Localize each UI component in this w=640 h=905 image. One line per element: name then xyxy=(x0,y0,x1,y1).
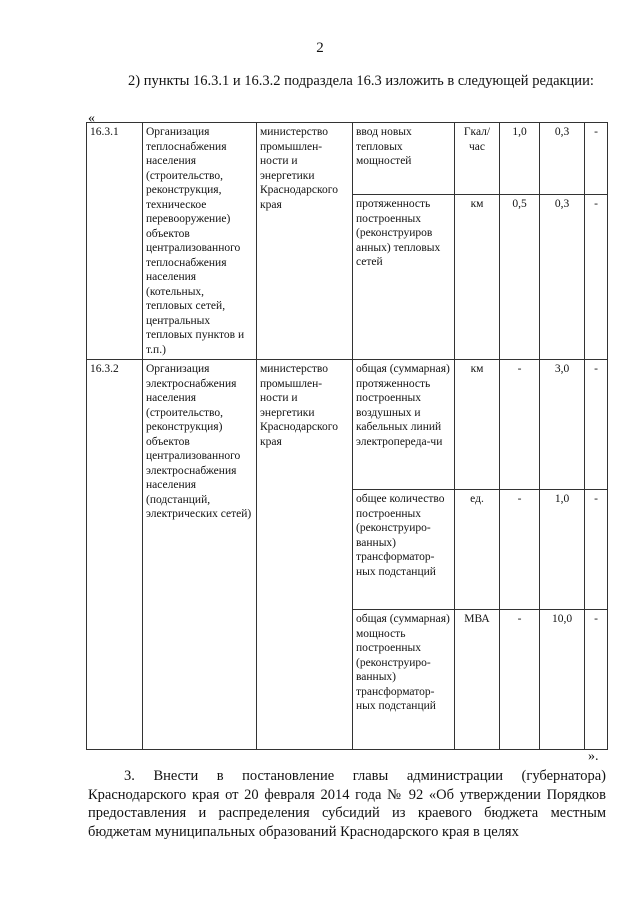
indicator-value-1: 0,5 xyxy=(500,195,540,360)
row-code: 16.3.1 xyxy=(87,123,143,360)
indicator-value-3: - xyxy=(585,195,608,360)
program-table xyxy=(86,122,608,750)
indicator-unit: ед. xyxy=(455,490,500,610)
indicator-name: общее количество построенных (реконструиро-ванных) трансформатор-ных подстанций xyxy=(353,490,455,610)
page-number: 2 xyxy=(316,40,324,56)
indicator-value-3: - xyxy=(585,610,608,750)
indicator-value-1: 1,0 xyxy=(500,123,540,195)
indicator-value-3: - xyxy=(585,490,608,610)
executor-cell: министерство промышлен-ности и энергетики Краснодарского края xyxy=(257,360,353,750)
indicator-unit: Гкал/ час xyxy=(455,123,500,195)
indicator-name: общая (суммарная) мощность построенных (реконструиро-ванных) трансформатор-ных подстанций xyxy=(353,610,455,750)
executor-cell: министерство промышлен-ности и энергетики Краснодарского края xyxy=(257,123,353,360)
indicator-value-2: 10,0 xyxy=(540,610,585,750)
intro-paragraph: 2) пункты 16.3.1 и 16.3.2 подраздела 16.3 изложить в следующей редакции: xyxy=(128,73,594,89)
table-row xyxy=(87,123,608,195)
opening-quote: « xyxy=(88,111,95,126)
paragraph-3: 3. Внести в постановление главы администрации (губернатора) Краснодарского края от 20 февраля 2014 года № 92 «Об утверждении Порядков предоставления и распределения субсидий из краевого бюджета местным бюджетам муниципальных образований Краснодарского края в целях xyxy=(88,768,606,840)
indicator-name: общая (суммарная) протяженность построенных воздушных и кабельных линий электропереда-чи xyxy=(353,360,455,490)
measure-cell: Организация электроснабжения населения (строительство, реконструкция) объектов централизованного электроснабжения населения (подстанций, электрических сетей) xyxy=(143,360,257,750)
indicator-value-2: 3,0 xyxy=(540,360,585,490)
indicator-value-1: - xyxy=(500,360,540,490)
indicator-value-2: 0,3 xyxy=(540,123,585,195)
indicator-value-3: - xyxy=(585,123,608,195)
indicator-value-2: 0,3 xyxy=(540,195,585,360)
indicator-value-1: - xyxy=(500,490,540,610)
indicator-value-3: - xyxy=(585,360,608,490)
indicator-name: протяженность построенных (реконструиров анных) тепловых сетей xyxy=(353,195,455,360)
measure-cell: Организация теплоснабжения населения (строительство, реконструкция, техническое перевооружение) объектов централизованного теплоснабжения населения (котельных, тепловых сетей, центральных тепловых пунктов и т.п.) xyxy=(143,123,257,360)
table-row xyxy=(87,360,608,490)
indicator-unit: км xyxy=(455,360,500,490)
indicator-value-1: - xyxy=(500,610,540,750)
indicator-value-2: 1,0 xyxy=(540,490,585,610)
indicator-unit: МВА xyxy=(455,610,500,750)
closing-quote: ». xyxy=(588,749,599,764)
indicator-unit: км xyxy=(455,195,500,360)
indicator-name: ввод новых тепловых мощностей xyxy=(353,123,455,195)
row-code: 16.3.2 xyxy=(87,360,143,750)
